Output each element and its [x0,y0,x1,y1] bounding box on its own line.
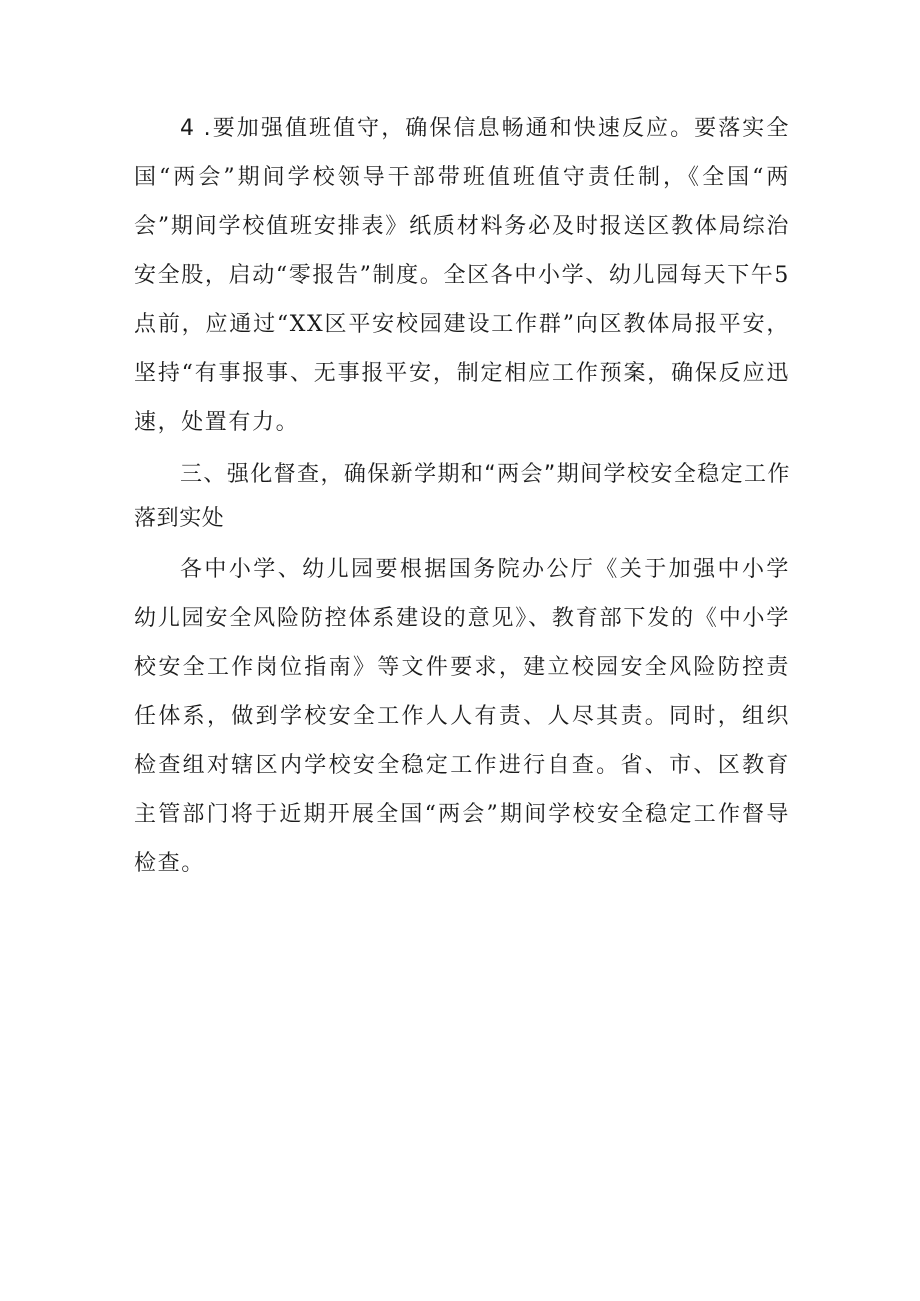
paragraph-lead-text: 4 .要加强值班值守，确保信息畅通和快速反应。要落实 [180,116,767,141]
section-heading: 三、强化督查，确保新学期和“两会”期间学校安全稳定工作落到实处 [134,462,790,531]
paragraph-body-text: 全国“两会”期间学校领导干部带班值班值守责任制，《全国“两会”期间学校值班安排表》纸质材料务必及时报送区教体局综治安全股，启动“零报告”制度。全区各中小学、幼儿园每天下午5点前，应通过“XX区平安校园建设工作群”向区教体局报平安，坚持“有事报事、无事报平安，制定相应工作预案，确保反应迅速，处置有力。 [134,116,790,435]
paragraph-inspection: 各中小学、幼儿园要根据国务院办公厅《关于加强中小学幼儿园安全风险防控体系建设的意见》、教育部下发的《中小学校安全工作岗位指南》等文件要求，建立校园安全风险防控责任体系，做到学校安全工作人人有责、人尽其责。同时，组织检查组对辖区内学校安全稳定工作进行自查。省、市、区教育主管部门将于近期开展全国“两会”期间学校安全稳定工作督导检查。 [134,557,790,876]
paragraph-duty-watch [134,104,790,447]
document-page [134,104,790,888]
